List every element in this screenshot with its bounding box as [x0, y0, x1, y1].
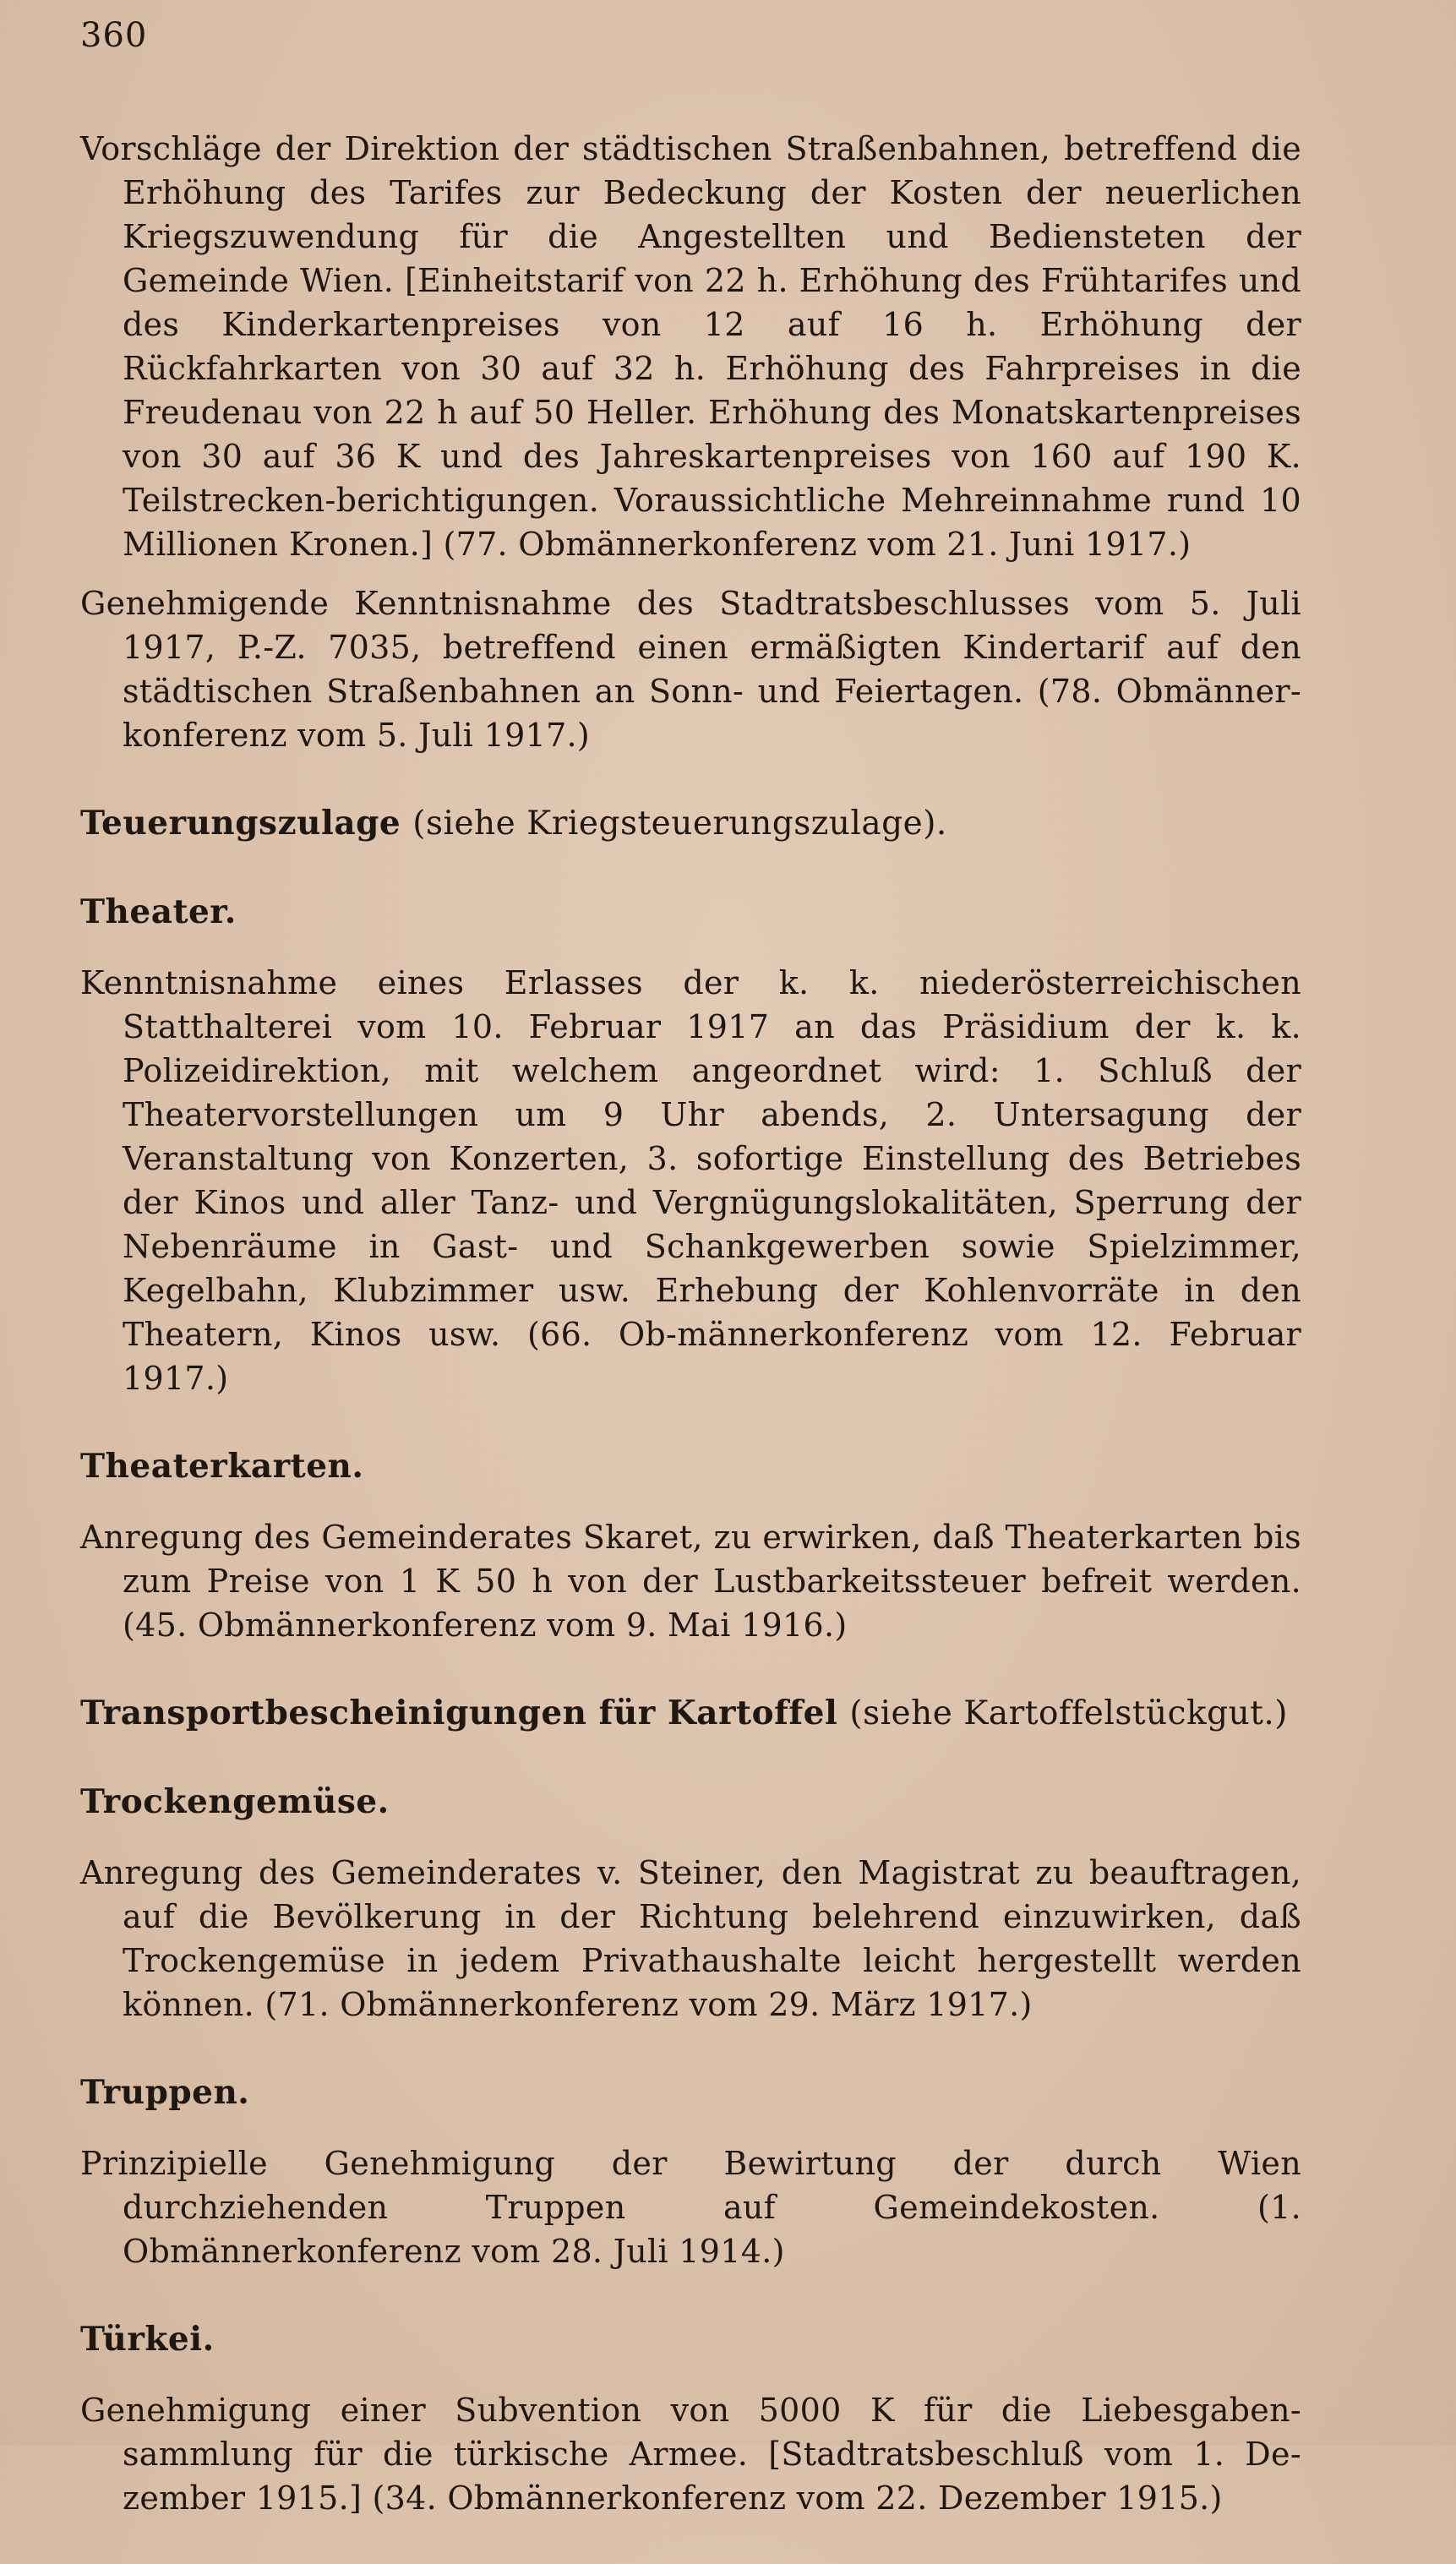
page-number: 360: [80, 16, 148, 55]
entry-teuerungszulage: [80, 801, 1301, 846]
entry-paragraph: Anregung des Gemeinderates Skaret, zu erwirken, daß Theaterkarten bis zum Preise von 1 K 50 h von der Lustbarkeitssteuer befreit werden. (45. Obmännerkonferenz vom 9. Mai 1916.): [80, 1519, 1301, 1644]
cross-reference: (siehe Kartoffelstückgut.): [849, 1694, 1288, 1732]
entry-paragraph: Kenntnisnahme eines Erlasses der k. k. niederösterreichischen Statthalterei vom 10. Februar 1917 an das Präsidium der k. k. Polizeidirektion, mit welchem angeordnet wird: 1. Schluß der Theatervorstellungen um 9 Uhr abends, 2. Untersagung der Veranstaltung von Konzerten, 3. sofortige Einstellung des Betriebes der Kinos und aller Tanz- und Vergnügungslokalitäten, Sperrung der Nebenräume in Gast- und Schankgewerben sowie Spielzimmer, Kegelbahn, Klubzimmer usw. Erhebung der Kohlenvorräte in den Theatern, Kinos usw. (66. Ob-männerkonferenz vom 12. Februar 1917.): [80, 964, 1301, 1397]
entry-trockengemuese: [80, 1780, 1301, 2027]
entry-theaterkarten: [80, 1444, 1301, 1647]
entry-paragraph: Prinzipielle Genehmigung der Bewirtung der durch Wien durchziehenden Truppen auf Gemeindekosten. (1. Obmännerkonferenz vom 28. Juli 1914.): [80, 2145, 1301, 2270]
entry-heading: Theater.: [80, 892, 237, 931]
entry-paragraph: Genehmigende Kenntnisnahme des Stadtratsbeschlusses vom 5. Juli 1917, P.-Z. 7035, betreffend einen ermäßigten Kindertarif auf den städtischen Straßenbahnen an Sonn- und Feiertagen. (78. Obmänner-konferenz vom 5. Juli 1917.): [80, 585, 1301, 754]
entry-heading: Türkei.: [80, 2320, 215, 2359]
entry-theater: [80, 890, 1301, 1400]
entry-paragraph: Anregung des Gemeinderates v. Steiner, den Magistrat zu beauftragen, auf die Bevölkerung in der Richtung belehrend einzuwirken, daß Trockengemüse in jedem Privathaushalte leicht hergestellt werden können. (71. Obmännerkonferenz vom 29. März 1917.): [80, 1854, 1301, 2023]
entry-paragraph: Vorschläge der Direktion der städtischen Straßenbahnen, betreffend die Erhöhung des Tarifes zur Bedeckung der Kosten der neuerlichen Kriegszuwendung für die Angestellten und Bediensteten der Gemeinde Wien. [Einheitstarif von 22 h. Erhöhung des Frühtarifes und des Kinderkartenpreises von 12 auf 16 h. Erhöhung der Rückfahrkarten von 30 auf 32 h. Erhöhung des Fahrpreises in die Freudenau von 22 h auf 50 Heller. Erhöhung des Monatskartenpreises von 30 auf 36 K und des Jahreskartenpreises von 160 auf 190 K. Teilstrecken-berichtigungen. Voraussichtliche Mehreinnahme rund 10 Millionen Kronen.] (77. Obmännerkonferenz vom 21. Juni 1917.): [80, 130, 1301, 563]
entry-paragraph: Genehmigung einer Subvention von 5000 K für die Liebesgaben-sammlung für die türkische Armee. [Stadtratsbeschluß vom 1. De-zember 1915.] (34. Obmännerkonferenz vom 22. Dezember 1915.): [80, 2392, 1301, 2517]
entry-heading: Theaterkarten.: [80, 1447, 364, 1486]
entry-heading: Trockengemüse.: [80, 1782, 390, 1821]
entry-tuerkei: [80, 2317, 1301, 2520]
heading-text: Transportbescheinigungen für Kartoffel: [80, 1694, 838, 1732]
entry-transportbescheinigungen: [80, 1691, 1301, 1736]
index-content: [80, 127, 1301, 2564]
heading-text: Teuerungszulage: [80, 804, 401, 843]
entry-heading: [80, 801, 1301, 846]
entry-heading: Truppen.: [80, 2073, 250, 2112]
entry-heading: [80, 1691, 1301, 1736]
entry-truppen: [80, 2070, 1301, 2273]
cross-reference: (siehe Kriegsteuerungszulage).: [412, 805, 947, 843]
entry-strassenbahnen-tarif: [80, 127, 1301, 757]
